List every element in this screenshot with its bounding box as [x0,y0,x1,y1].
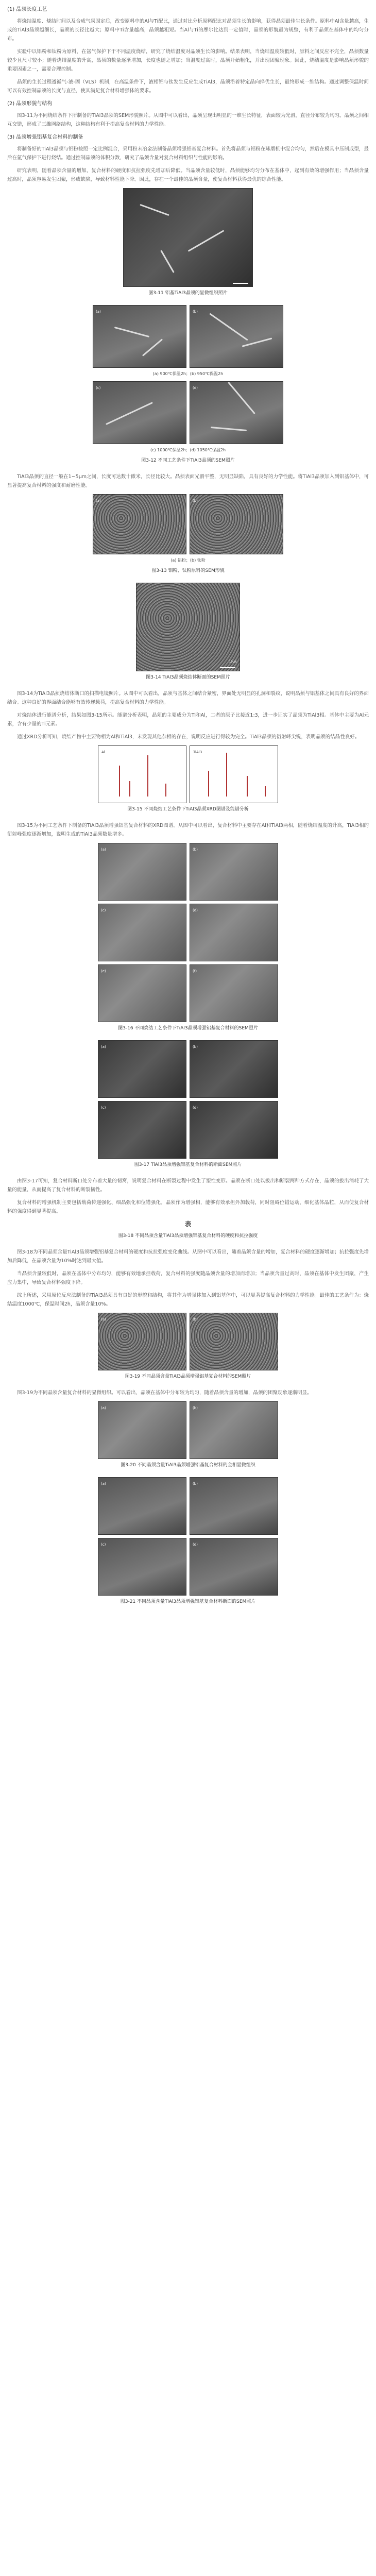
figure-panel [190,305,283,368]
whisker-shape [188,230,225,252]
sem-micrograph [190,1313,278,1370]
paragraph: 对烧结体进行能谱分析，结果如图3-15所示。能谱分析表明，晶须的主要成分为Ti和Al，二者的原子比接近1:3，进一步证实了晶须为TiAl3相。基体中主要为Al元素，含有少量的Ti元素。 [7,713,369,727]
spectrum-peak [247,776,248,796]
sem-micrograph [123,188,253,287]
sem-micrograph [98,1401,186,1459]
panel-label: (f) [193,969,197,973]
panel-label: (d) [193,1106,198,1110]
spectrum-peak [226,753,227,796]
panel-label: (c) [101,1106,106,1110]
panel-label: (b) [193,1045,198,1049]
whisker-shape [106,402,153,425]
sem-micrograph [98,1538,186,1596]
sem-micrograph [190,381,283,444]
panel-label: (c) [101,908,106,912]
sem-micrograph [190,1401,278,1459]
spectrum-peak [165,784,166,796]
figure-3-20 [7,1401,369,1459]
paragraph: TiAl3晶须的直径一般在1~5μm之间，长度可达数十微米，长径比较大。晶须表面光滑平整，无明显缺陷，具有良好的力学性能。将TiAl3晶须加入到铝基体中，可显著提高复合材料的强度和耐磨性能。 [7,474,369,488]
sem-micrograph [190,494,283,554]
paragraph: 综上所述，采用原位反应法制备的TiAl3晶须具有良好的形貌和结构，将其作为增强体加入到铝基体中，可以显著提高复合材料的力学性能。最佳的工艺条件为：烧结温度1000℃，保温时间2h，晶须含量10%。 [7,1293,369,1307]
whisker-shape [228,382,255,414]
sem-micrograph [98,964,186,1022]
figure-3-17-row-1 [7,1040,369,1098]
sem-micrograph [93,305,186,368]
panel-label: (a) [96,310,101,314]
panel-label: (b) [193,499,198,503]
xrd-spectrum [190,745,278,803]
figure-caption: 图3-18 不同晶须含量TiAl3晶须增强铝基复合材料的硬度和抗拉强度 [118,1233,258,1239]
panel-label: (a) [101,1406,106,1410]
panel-label: (a) [101,1045,106,1049]
figure-panel [93,305,186,368]
panel-label: (b) [193,310,198,314]
panel-label: (b) [193,1317,198,1321]
figure-panel [93,381,186,444]
paragraph: 图3-18为不同晶须含量TiAl3晶须增强铝基复合材料的硬度和抗拉强度变化曲线。从图中可以看出，随着晶须含量的增加，复合材料的硬度逐渐增加；抗拉强度先增加后降低，在晶须含量为10%时达到最大值。 [7,1249,369,1264]
section-heading-1: (1) 晶须长度工艺 [7,7,47,12]
figure-3-19 [7,1313,369,1370]
figure-caption: 图3-16 不同烧结工艺条件下TiAl3晶须增强铝基复合材料的SEM照片 [118,1026,258,1031]
sem-micrograph [190,305,283,368]
paragraph: 当晶须含量较低时，晶须在基体中分布均匀，能够有效地承担载荷，复合材料的强度随晶须含量的增加而增加；当晶须含量过高时，晶须在基体中发生团聚，产生应力集中，导致复合材料强度下降。 [7,1271,369,1285]
sem-micrograph [93,494,186,554]
figure-3-15 [7,745,369,803]
panel-label: (d) [193,1543,198,1547]
sem-micrograph [190,1538,278,1596]
panel-label: (c) [101,1543,106,1547]
panel-label: (d) [193,908,198,912]
figure-caption: 图3-21 不同晶须含量TiAl3晶须增强铝基复合材料断面的SEM照片 [120,1599,256,1604]
figure-3-21-row-2 [7,1538,369,1596]
figure-caption: 图3-13 铝粉、钛粉原料的SEM形貌 [151,568,225,573]
figure-3-11 [7,188,369,287]
paragraph: 图3-11为不同烧结条件下所制备的TiAl3晶须的SEM形貌照片。从图中可以看出，晶须呈现出明显的一维生长特征，表面较为光滑，直径分布较为均匀。晶须之间相互交错，形成了三维网络结构，这种结构有利于提高复合材料的力学性能。 [7,113,369,127]
panel-label: (b) [193,1482,198,1486]
figure-3-16-row-1 [7,843,369,901]
figure-caption: 图3-19 不同晶须含量TiAl3晶须增强铝基复合材料的SEM照片 [125,1374,251,1379]
scale-bar [220,667,235,668]
panel-label: (a) [101,848,106,852]
sem-micrograph [98,904,186,961]
panel-label: (e) [101,969,106,973]
sem-micrograph [98,1101,186,1159]
figure-caption: 图3-11 铝基TiAl3晶须的显微组织照片 [148,291,228,296]
sem-micrograph [136,583,240,671]
sem-micrograph [93,381,186,444]
sem-micrograph [98,843,186,901]
figure-3-13 [7,494,369,554]
sem-micrograph [190,904,278,961]
paragraph: 图3-19为不同晶须含量复合材料的显微组织。可以看出，晶须在基体中分布较为均匀，随着晶须含量的增加，晶须的团聚现象逐渐明显。 [17,1390,312,1396]
figure-caption: 图3-12 不同工艺条件下TiAl3晶须的SEM照片 [141,458,235,463]
figure-caption: 图3-14 TiAl3晶须烧结体断面的SEM照片 [146,675,230,680]
whisker-shape [140,204,169,216]
figure-panel [190,381,283,444]
figure-subcaption: (c) 1000℃保温2h；(d) 1050℃保温2h [150,448,226,452]
panel-label: (b) [193,848,198,852]
panel-label: (a) [101,1317,106,1321]
sem-micrograph [190,843,278,901]
spectrum-peak [129,781,130,796]
paragraph: 将烧结温度、烧结时间以及合成气氛固定后，改变原料中的Al与Ti配比，通过对比分析原料配比对晶须生长的影响，获得晶须最佳生长条件。原料中Al含量越高，生成的TiAl3晶须越细长，晶须的长径比越大；原料中Ti含量越高，晶须越粗短。当Al与Ti的摩尔比达到一定值时，晶须的形貌最为规整，有利于晶须在基体中的均匀分布。 [7,19,369,42]
paragraph: 图3-15为不同工艺条件下制备的TiAl3晶须增强铝基复合材料的XRD图谱。从图中可以看出，复合材料中主要存在Al和TiAl3两相，随着烧结温度的升高，TiAl3相的衍射峰强度逐渐增加，说明生成的TiAl3晶须数量增多。 [7,823,369,837]
sem-micrograph [98,1477,186,1535]
paragraph: 图3-14为TiAl3晶须烧结体断口的扫描电镜照片。从图中可以看出，晶须与基体之间结合紧密，界面处无明显的孔洞和裂纹，说明晶须与铝基体之间具有良好的界面结合。这种良好的界面结合能够有效传递载荷，提高复合材料的力学性能。 [7,691,369,705]
paragraph: 通过XRD分析可知，烧结产物中主要物相为Al和TiAl3，未发现其他杂相的存在，说明反应进行得较为完全。TiAl3晶须的衍射峰尖锐，表明晶须的结晶性良好。 [17,734,360,740]
figure-subcaption: (a) 900℃保温2h；(b) 950℃保温2h [152,371,224,376]
panel-label: (c) [96,386,101,390]
spectrum-peak [208,771,209,796]
whisker-shape [160,250,175,273]
paragraph: 实验中以铝粉和钛粉为原料，在氩气保护下于不同温度烧结，研究了烧结温度对晶须生长的影响。结果表明，当烧结温度较低时，原料之间反应不完全，晶须数量较少且尺寸较小；随着烧结温度的升高，晶须的数量逐渐增加，长度也随之增加；当温度过高时，晶须开始粗化，并出现团聚现象。因此，烧结温度是影响晶须形貌的重要因素之一，需要合理控制。 [7,49,369,72]
whisker-shape [142,338,163,356]
sem-micrograph [190,1040,278,1098]
paragraph: 晶须的生长过程遵循气-液-固（VLS）机制，在高温条件下，液相铝与钛发生反应生成TiAl3，晶须沿着特定晶向择优生长，最终形成一维结构。通过调整保温时间可以有效控制晶须的长度与直径，使其满足复合材料增强体的要求。 [7,79,369,94]
xrd-spectrum [98,745,186,803]
sem-micrograph [98,1313,186,1370]
whisker-shape [209,313,248,341]
panel-label: (a) [101,1482,106,1486]
figure-3-16-row-2 [7,904,369,961]
panel-label: (b) [193,1406,198,1410]
spectrum-peak [265,786,266,796]
paragraph: 研究表明，随着晶须含量的增加，复合材料的硬度和抗拉强度先增加后降低。当晶须含量较低时，晶须能够均匀分布在基体中，起到有效的增强作用；当晶须含量过高时，晶须容易发生团聚，形成缺陷，导致材料性能下降。因此，存在一个最佳的晶须含量，使复合材料获得最优的综合性能。 [7,168,369,182]
whisker-shape [211,427,247,431]
spectrum-peak [119,766,120,796]
legend-tial3: TiAl3 [193,750,202,754]
figure-3-12-row-2 [7,381,369,444]
sem-micrograph [190,1477,278,1535]
figure-3-17-row-2 [7,1101,369,1159]
paragraph: 将制备好的TiAl3晶须与铝粉按照一定比例混合，采用粉末冶金法制备晶须增强铝基复合材料。首先将晶须与铝粉在球磨机中混合均匀，然后在模具中压制成型，最后在氩气保护下进行烧结。通过控制晶须的体积分数，研究了晶须含量对复合材料组织与性能的影响。 [7,146,369,161]
scale-bar [233,283,248,284]
figure-3-21-row-1 [7,1477,369,1535]
spectrum-peak [147,755,148,796]
figure-3-12-row-1 [7,305,369,368]
panel-label: (d) [193,386,198,390]
sem-micrograph [98,1040,186,1098]
section-heading-3: (3) 晶须增强铝基复合材料的制备 [7,134,83,140]
table-mark: 表 [184,1221,191,1228]
sem-micrograph [190,1101,278,1159]
sem-micrograph [190,964,278,1022]
panel-label: (a) [96,499,101,503]
scale-label: 10μm [229,660,236,664]
paragraph: 由图3-17可知，复合材料断口处分布着大量的韧窝，说明复合材料在断裂过程中发生了塑性变形。晶须在断口处以拔出和断裂两种方式存在，晶须的拔出消耗了大量的能量，从而提高了复合材料的断裂韧性。 [7,1178,369,1193]
figure-caption: 图3-17 TiAl3晶须增强铝基复合材料的断面SEM照片 [134,1162,242,1167]
figure-caption: 图3-15 不同烧结工艺条件下TiAl3晶须XRD图谱及能谱分析 [127,807,249,812]
figure-subcaption: (a) 铝粉；(b) 钛粉 [170,558,206,563]
figure-3-16-row-3 [7,964,369,1022]
figure-3-14 [7,583,369,671]
whisker-shape [114,327,149,337]
paragraph: 复合材料的增强机制主要包括载荷传递强化、细晶强化和位错强化。晶须作为增强相，能够有效承担外加载荷，同时阻碍位错运动，细化基体晶粒，从而使复合材料的强度得到显著提高。 [7,1200,369,1214]
figure-caption: 图3-20 不同晶须含量TiAl3晶须增强铝基复合材料的金相显微组织 [121,1463,255,1468]
legend-al: Al [101,750,105,754]
section-heading-2: (2) 晶须形貌与结构 [7,101,53,107]
